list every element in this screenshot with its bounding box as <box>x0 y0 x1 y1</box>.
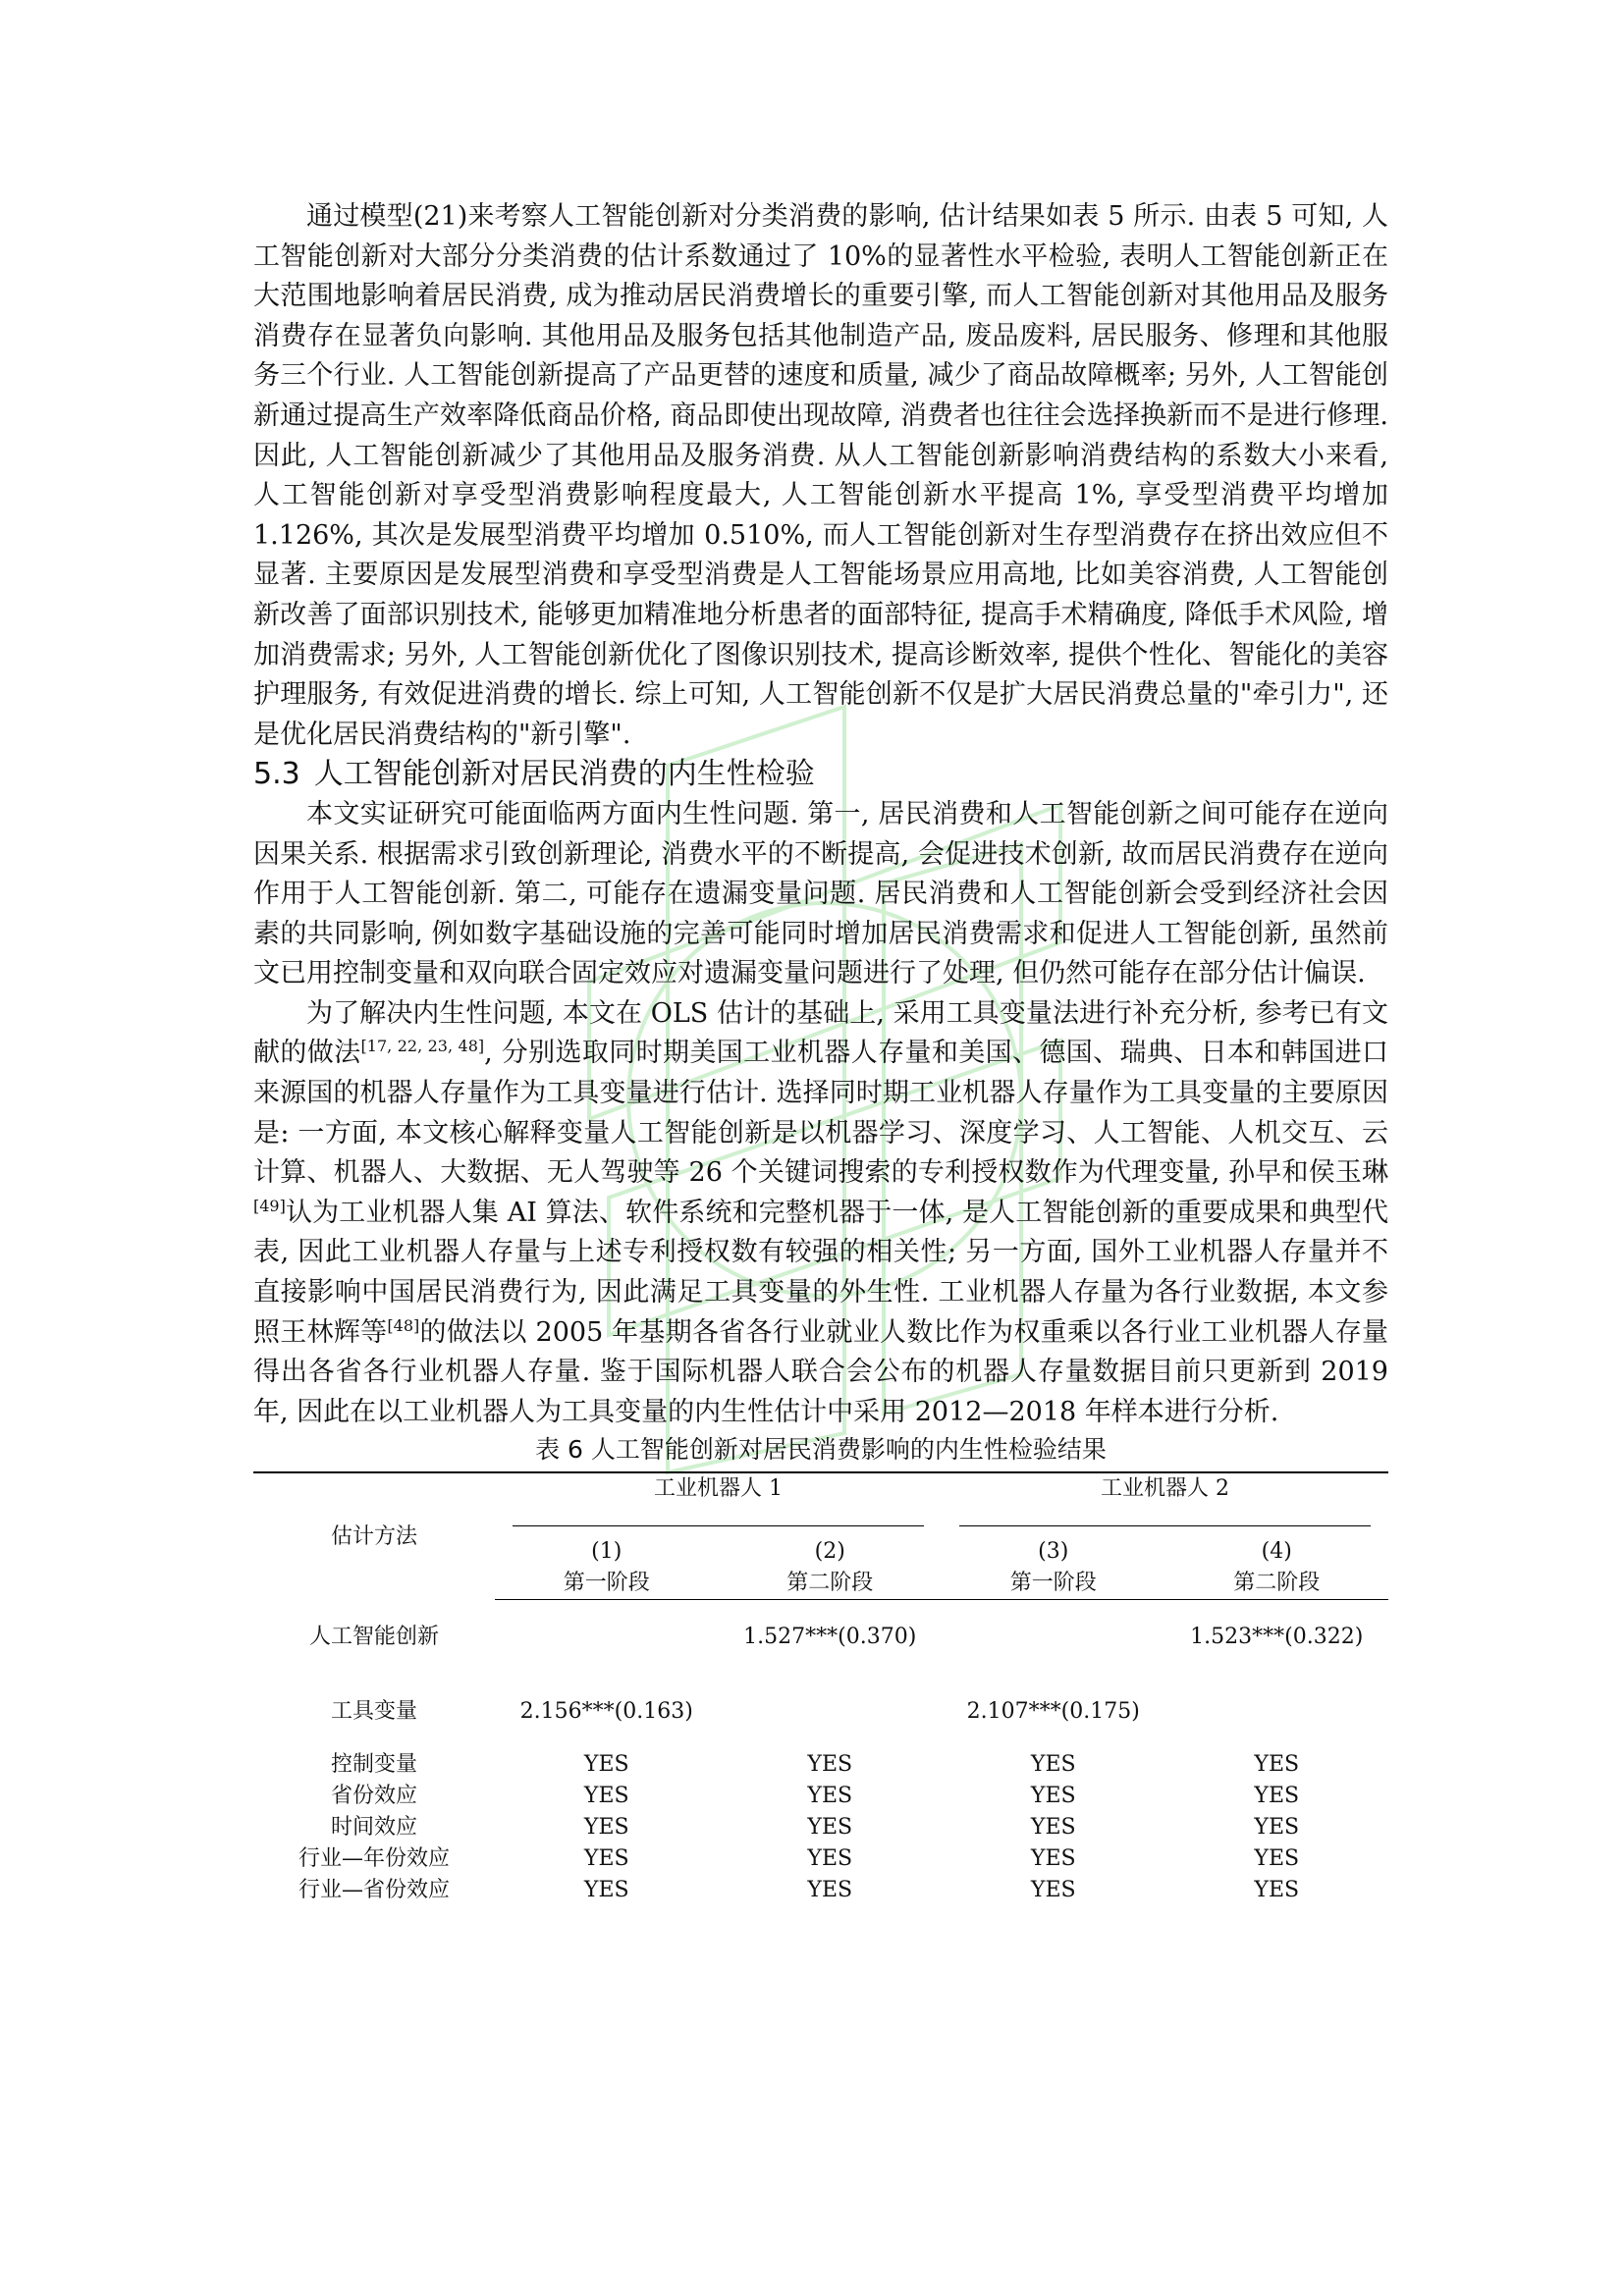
table-cell: YES <box>1030 1877 1076 1902</box>
table-cell: YES <box>583 1877 629 1902</box>
table-cell: 2.107***(0.175) <box>966 1698 1140 1724</box>
iv-text-part3: 认为工业机器人集 AI 算法、软件系统和完整机器于一体, 是人工智能创新的重要成果和典型代表, 因此工业机器人存量与上述专利授权数有较强的相关性; 另一方面, 国外工业机器人存量并不直接影响中国居民消费行为, 因此满足工具变量的外生性. 工业机器人存量为各行业数据, 本文参照王林辉等 <box>253 1197 1388 1348</box>
table-col-number: (2) <box>814 1539 845 1565</box>
table-row <box>253 1749 1388 1781</box>
row-label: 省份效应 <box>330 1783 417 1808</box>
table-group-header: 工业机器人 1 <box>495 1472 942 1536</box>
table-col-stage: 第二阶段 <box>1165 1568 1389 1600</box>
table-caption: 表 6 人工智能创新对居民消费影响的内生性检验结果 <box>535 1435 1107 1465</box>
body-text-top <box>253 197 1388 1906</box>
iv-text-part1: 为了解决内生性问题, 本文在 OLS 估计的基础上, 采用工具变量法进行补充分析, 参考已有文献的做法 <box>253 997 1388 1069</box>
table-cell: 1.523***(0.322) <box>1190 1625 1364 1650</box>
iv-text-part4: 的做法以 2005 年基期各省各行业就业人数比作为权重乘以各行业工业机器人存量得出各省各行业机器人存量. 鉴于国际机器人联合会公布的机器人存量数据目前只更新到 2019 年, 因此在以工业机器人为工具变量的内生性估计中采用 2012—2018 年样本进行分析. <box>253 1316 1388 1427</box>
table-cell <box>1165 1675 1389 1749</box>
table-cell: YES <box>1254 1845 1300 1871</box>
group-rule <box>513 1525 924 1526</box>
table-stub-header: 估计方法 <box>253 1472 495 1600</box>
paragraph-instrumental-variable <box>253 994 1388 1433</box>
table-cell: YES <box>807 1783 853 1808</box>
table-cell: YES <box>807 1814 853 1840</box>
section-number: 5.3 <box>253 757 300 792</box>
table-cell: YES <box>1030 1783 1076 1808</box>
table-cell <box>719 1675 943 1749</box>
table-cell: YES <box>583 1751 629 1777</box>
table-cell: YES <box>583 1814 629 1840</box>
row-label: 行业—年份效应 <box>298 1845 450 1871</box>
table-cell: YES <box>1030 1814 1076 1840</box>
citation-ref: [17, 22, 23, 48] <box>360 1037 485 1056</box>
table-col-number: (3) <box>1038 1539 1069 1565</box>
table-cell: YES <box>807 1845 853 1871</box>
table-cell: YES <box>1254 1877 1300 1902</box>
table-cell: YES <box>1254 1751 1300 1777</box>
table-row <box>253 1875 1388 1906</box>
table-cell: 2.156***(0.163) <box>519 1698 693 1724</box>
section-heading <box>253 755 1388 795</box>
table-row <box>253 1781 1388 1812</box>
row-label: 人工智能创新 <box>308 1624 439 1649</box>
table-col-stage: 第二阶段 <box>719 1568 943 1600</box>
table-cell: YES <box>1254 1783 1300 1808</box>
group-rule <box>959 1525 1371 1526</box>
table-col-stage: 第一阶段 <box>942 1568 1165 1600</box>
table-cell: YES <box>807 1751 853 1777</box>
table-group-header: 工业机器人 2 <box>942 1472 1388 1536</box>
row-label: 控制变量 <box>330 1751 417 1777</box>
table-col-number: (1) <box>591 1539 623 1565</box>
table-cell: YES <box>583 1845 629 1871</box>
table-cell <box>495 1600 719 1675</box>
table-cell: YES <box>583 1783 629 1808</box>
table-row <box>253 1600 1388 1675</box>
section-title: 人工智能创新对居民消费的内生性检验 <box>313 757 815 792</box>
table-cell: YES <box>1030 1845 1076 1871</box>
table-row <box>253 1675 1388 1749</box>
table-row <box>253 1843 1388 1875</box>
row-label: 时间效应 <box>330 1814 417 1840</box>
iv-text-part2: , 分别选取同时期美国工业机器人存量和美国、德国、瑞典、日本和韩国进口来源国的机器人存量作为工具变量进行估计. 选择同时期工业机器人存量作为工具变量的主要原因是: 一方面, 本文核心解释变量人工智能创新是以机器学习、深度学习、人工智能、人机交互、云计算、机器人、大数据、无人驾驶等 26 个关键词搜索的专利授权数作为代理变量, 孙早和侯玉琳 <box>253 1038 1389 1189</box>
results-table <box>253 1471 1388 1906</box>
table-cell <box>942 1600 1165 1675</box>
table-row <box>253 1812 1388 1843</box>
table-cell: YES <box>1254 1814 1300 1840</box>
table-col-stage: 第一阶段 <box>495 1568 719 1600</box>
paragraph-endogeneity: 本文实证研究可能面临两方面内生性问题. 第一, 居民消费和人工智能创新之间可能存在逆向因果关系. 根据需求引致创新理论, 消费水平的不断提高, 会促进技术创新, 故而居民消费存在逆向作用于人工智能创新. 第二, 可能存在遗漏变量问题. 居民消费和人工智能创新会受到经济社会因素的共同影响, 例如数字基础设施的完善可能同时增加居民消费需求和促进人工智能创新, 虽然前文已用控制变量和双向联合固定效应对遗漏变量问题进行了处理, 但仍然可能存在部分估计偏误. <box>253 798 1388 989</box>
row-label: 工具变量 <box>330 1698 417 1724</box>
table-col-number: (4) <box>1261 1539 1292 1565</box>
row-label: 行业—省份效应 <box>298 1877 450 1902</box>
citation-ref: [49] <box>253 1196 286 1215</box>
paragraph-classified-consumption: 通过模型(21)来考察人工智能创新对分类消费的影响, 估计结果如表 5 所示. 由表 5 可知, 人工智能创新对大部分分类消费的估计系数通过了 10%的显著性水平检验, 表明人工智能创新正在大范围地影响着居民消费, 成为推动居民消费增长的重要引擎, 而人工智能创新对其他用品及服务消费存在显著负向影响. 其他用品及服务包括其他制造产品, 废品废料, 居民服务、修理和其他服务三个行业. 人工智能创新提高了产品更替的速度和质量, 减少了商品故障概率; 另外, 人工智能创新通过提高生产效率降低商品价格, 商品即使出现故障, 消费者也往往会选择换新而不是进行修理. 因此, 人工智能创新减少了其他用品及服务消费. 从人工智能创新影响消费结构的系数大小来看, 人工智能创新对享受型消费影响程度最大, 人工智能创新水平提高 1%, 享受型消费平均增加 1.126%, 其次是发展型消费平均增加 0.510%, 而人工智能创新对生存型消费存在挤出效应但不显著. 主要原因是发展型消费和享受型消费是人工智能场景应用高地, 比如美容消费, 人工智能创新改善了面部识别技术, 能够更加精准地分析患者的面部特征, 提高手术精确度, 降低手术风险, 增加消费需求; 另外, 人工智能创新优化了图像识别技术, 提高诊断效率, 提供个性化、智能化的美容护理服务, 有效促进消费的增长. 综上可知, 人工智能创新不仅是扩大居民消费总量的"牵引力", 还是优化居民消费结构的"新引擎". <box>253 201 1388 750</box>
table-cell: 1.527***(0.370) <box>743 1625 917 1650</box>
table-cell: YES <box>807 1877 853 1902</box>
table-cell: YES <box>1030 1751 1076 1777</box>
citation-ref: [48] <box>387 1315 420 1335</box>
